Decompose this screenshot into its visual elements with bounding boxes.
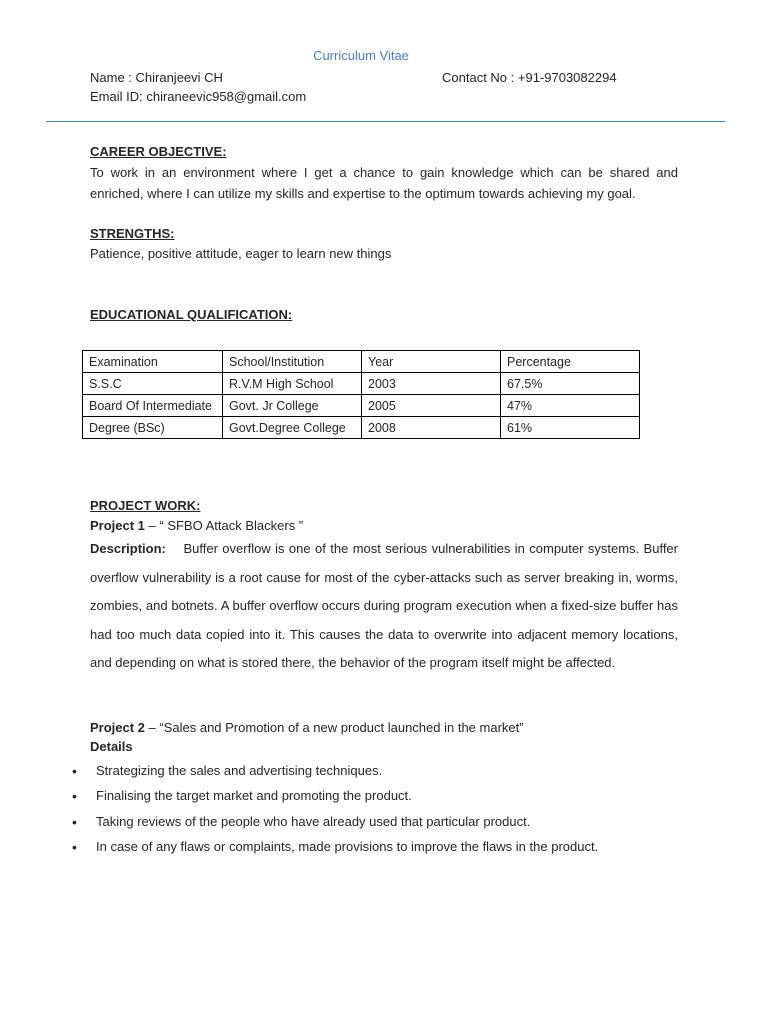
education-table [82, 350, 640, 439]
details-list [72, 763, 692, 864]
bullet-icon: • [72, 788, 77, 805]
project2-title [90, 720, 524, 735]
strengths-text: Patience, positive attitude, eager to learn new things [90, 246, 392, 261]
list-item: • Taking reviews of the people who have already used that particular product. [72, 813, 531, 830]
description-label: Description: [90, 541, 166, 556]
table-cell: S.S.C [83, 373, 223, 395]
table-cell: Govt.Degree College [223, 417, 362, 439]
table-cell: 2003 [362, 373, 501, 395]
table-cell: R.V.M High School [223, 373, 362, 395]
table-cell: Degree (BSc) [83, 417, 223, 439]
table-cell: 2008 [362, 417, 501, 439]
contact-field: Contact No : +91-9703082294 [442, 70, 617, 85]
project1-name: – “ SFBO Attack Blackers ” [144, 518, 304, 533]
col-header: Year [362, 351, 501, 373]
table-cell: 67.5% [501, 373, 640, 395]
table-cell: 2005 [362, 395, 501, 417]
col-header: Examination [83, 351, 223, 373]
list-item: • In case of any flaws or complaints, made provisions to improve the flaws in the product. [72, 838, 599, 855]
projects-heading: PROJECT WORK: [90, 498, 201, 513]
strengths-heading: STRENGTHS: [90, 226, 175, 241]
education-heading: EDUCATIONAL QUALIFICATION: [90, 307, 293, 322]
col-header: Percentage [501, 351, 640, 373]
bullet-icon: • [72, 813, 77, 830]
project2-label: Project 2 [90, 720, 145, 735]
details-label: Details [90, 739, 133, 754]
bullet-icon: • [72, 763, 77, 779]
email-field: Email ID: chiraneevic958@gmail.com [90, 89, 307, 104]
table-cell: 47% [501, 395, 640, 417]
project1-label: Project 1 [90, 518, 145, 533]
header-divider [46, 121, 725, 122]
name-field: Name : Chiranjeevi CH [90, 70, 223, 85]
list-item: • Strategizing the sales and advertising techniques. [72, 763, 383, 779]
career-heading: CAREER OBJECTIVE: [90, 144, 227, 159]
table-row [83, 373, 640, 395]
description-text: Buffer overflow is one of the most serious vulnerabilities in computer systems. Buffer overflow vulnerability is a root cause for most of the cyber-attacks such as server breaking in, worms, zombies, and botnets. A buffer overflow occurs during program execution when a fixed-size buffer has had too much data copied into it. This causes the data to overwrite into adjacent memory locations, and depending on what is stored there, the behavior of the program itself might be affected. [90, 541, 678, 670]
project2-name: – “Sales and Promotion of a new product launched in the market” [144, 720, 524, 735]
project1-description [90, 535, 678, 678]
table-header-row [83, 351, 640, 373]
project1-title [90, 518, 303, 533]
table-cell: Board Of Intermediate [83, 395, 223, 417]
col-header: School/Institution [223, 351, 362, 373]
table-row [83, 395, 640, 417]
list-item: • Finalising the target market and promoting the product. [72, 788, 412, 805]
cv-title: Curriculum Vitae [313, 48, 409, 63]
table-row [83, 417, 640, 439]
table-cell: 61% [501, 417, 640, 439]
table-cell: Govt. Jr College [223, 395, 362, 417]
career-text: To work in an environment where I get a chance to gain knowledge which can be shared and enriched, where I can utilize my skills and expertise to the optimum towards achieving my goal. [90, 165, 678, 201]
bullet-icon: • [72, 838, 77, 855]
